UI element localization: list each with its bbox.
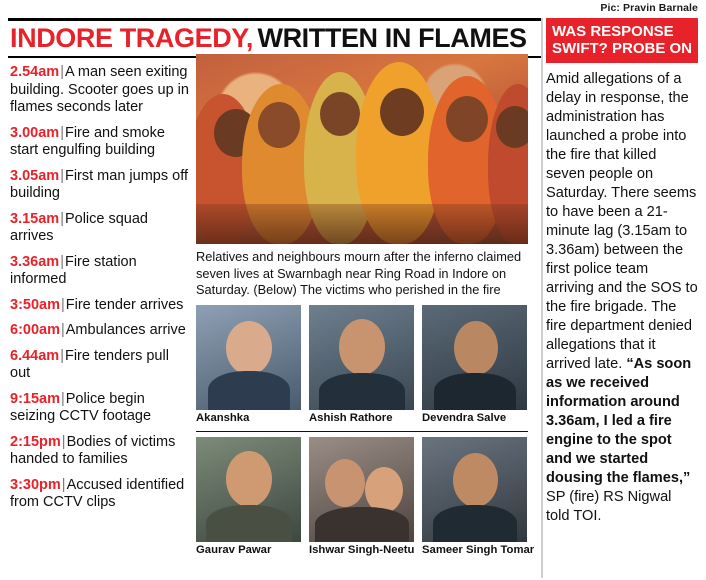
sidebar-quote: “As soon as we received information around 3.36am, I led a fire engine to the spot and we started dousing the flames,” [546,356,692,486]
timeline-time: 3:30pm [10,476,61,493]
list-item: 3.05am|First man jumps off building [10,167,188,201]
timeline-time: 3:50am [10,296,60,313]
victim-photo [309,437,414,542]
victim-photo [422,437,527,542]
victim-card [196,305,301,425]
timeline-time: 6.44am [10,347,60,364]
victims-row [196,437,535,557]
victims-grid [196,305,535,563]
list-item: 6:00am|Ambulances arrive [10,322,186,338]
sidebar [546,18,698,526]
timeline-text: Police squad arrives [10,210,148,244]
victim-photo [196,437,301,542]
list-item: 6.44am|Fire tenders pull out [10,347,169,381]
victim-photo [422,305,527,410]
list-item: 3:30pm|Accused identified from CCTV clips [10,476,185,510]
victim-name: Gaurav Pawar [196,544,272,556]
victim-card [309,437,414,557]
page-title [10,22,540,54]
timeline-text: Fire tenders pull out [10,347,169,381]
sidebar-body [546,70,698,526]
victim-name: Sameer Singh Tomar [422,544,535,556]
list-item: 3.00am|Fire and smoke start engulfing building [10,124,165,158]
timeline-text: A man seen exiting building. Scooter goes up in flames seconds later [10,64,189,115]
victim-card [422,437,535,557]
victim-name: Devendra Salve [422,412,507,424]
victim-card [196,437,301,557]
list-item: 3:50am|Fire tender arrives [10,296,184,313]
timeline-text: Fire and smoke start engulfing building [10,124,165,158]
victim-name: Ashish Rathore [309,412,393,424]
headline-red: INDORE TRAGEDY, [10,23,254,53]
timeline-text: Police begin seizing CCTV footage [10,390,152,424]
sidebar-header: WAS RESPONSE SWIFT? PROBE ON [546,18,698,63]
victim-card [309,305,414,425]
top-rule [8,18,541,21]
sidebar-paragraph: Amid allegations of a delay in response, the administration has launched a probe into the fire that killed seven people on Saturday. There seems to have been a 21-minute lag (3.15am to 3.36am) between the first police team arriving and the SOS to the fire brigade. The fire department denied allegations that it arrived late. [546,71,698,372]
timeline-time: 3.05am [10,167,60,184]
timeline-time: 2:15pm [10,433,61,450]
timeline-time: 6:00am [10,322,60,338]
photo-crowd [196,54,528,244]
list-item: 3.15am|Police squad arrives [10,210,148,244]
victims-row [196,305,528,425]
timeline-list [10,64,190,520]
credit-bar [0,0,706,18]
timeline-time: 3.15am [10,210,60,227]
timeline-text: Fire tender arrives [65,296,184,313]
victim-card [422,305,527,425]
list-item: 2:15pm|Bodies of victims handed to families [10,433,176,467]
list-item: 9:15am|Police begin seizing CCTV footage [10,390,152,424]
list-item: 2.54am|A man seen exiting building. Scooter goes up in flames seconds later [10,64,189,115]
photo-caption: Relatives and neighbours mourn after the inferno claimed seven lives at Swarnbagh near Ring Road in Indore on Saturday. (Below) The victims who perished in the fire [196,249,522,297]
column-divider [541,18,543,578]
headline-black: WRITTEN IN FLAMES [257,23,527,53]
grid-divider [196,431,528,432]
timeline-text: Accused identified from CCTV clips [10,476,185,510]
main-photo [196,54,528,244]
timeline-time: 3.00am [10,124,60,141]
victim-photo [196,305,301,410]
timeline-text: Fire station informed [10,253,137,287]
timeline-time: 2.54am [10,64,60,80]
timeline-text: Ambulances arrive [65,322,186,338]
timeline-time: 9:15am [10,390,60,407]
timeline-text: First man jumps off building [10,167,188,201]
victim-name: Akanshka [196,412,250,424]
sidebar-attribution: SP (fire) RS Nigwal told TOI. [546,489,672,524]
victim-name: Ishwar Singh-Neetu [309,544,415,556]
victim-photo [309,305,414,410]
photo-credit: Pic: Pravin Barnale [600,2,698,14]
list-item: 3.36am|Fire station informed [10,253,137,287]
timeline-time: 3.36am [10,253,60,270]
timeline-text: Bodies of victims handed to families [10,433,176,467]
